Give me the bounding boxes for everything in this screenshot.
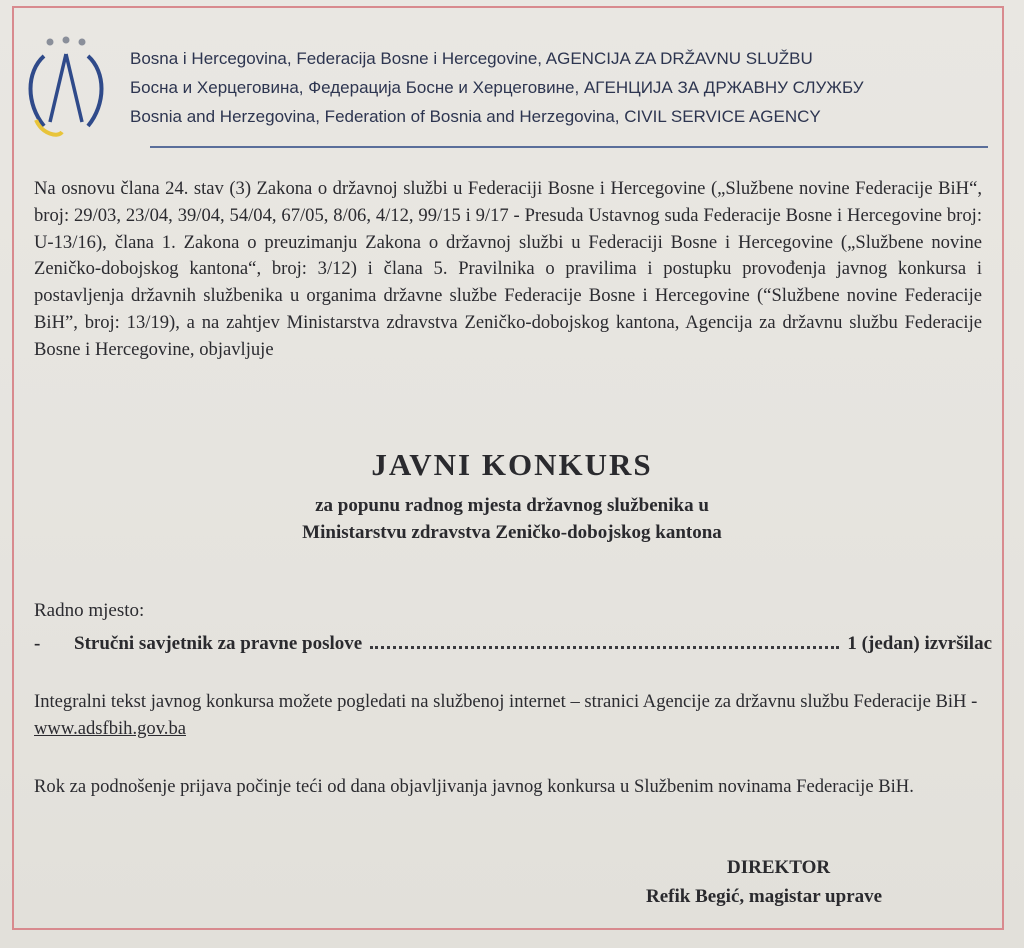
subtitle-line-2: Ministarstvu zdravstva Zeničko-dobojskog kantona xyxy=(302,522,722,543)
header-rule xyxy=(150,146,988,148)
intro-paragraph: Na osnovu člana 24. stav (3) Zakona o državnoj službi u Federaciji Bosne i Hercegovine („Službene novine Federacije BiH“, broj: 29/03, 23/04, 39/04, 54/04, 67/05, 8/06, 4/12, 99/15 i 9/17 - Presuda Ustavnog suda Federacije Bosne i Hercegovine broj: U-13/16), člana 1. Zakona o preuzimanju Zakona o državnoj službi u Federaciji Bosne i Hercegovine („Službene novine Zeničko-dobojskog kantona“, broj: 3/12) i člana 5. Pravilnika o pravilima i postupku provođenja javnog konkursa i postavljenja državnih službenika u organima državne službe Federacije Bosne i Hercegovine (“Službene novine Federacije BiH”, broj: 13/19), a na zahtjev Ministarstva zdravstva Zeničko-dobojskog kantona, Agencija za državnu službu Federacije Bosne i Hercegovine, objavljuje xyxy=(34,178,982,360)
position-label: Radno mjesto: xyxy=(34,600,145,621)
agency-line-english: Bosnia and Herzegovina, Federation of Bosnia and Herzegovina, CIVIL SERVICE AGENCY xyxy=(130,107,821,126)
position-name: Stručni savjetnik za pravne poslove xyxy=(74,633,363,654)
position-dash: - xyxy=(34,633,41,654)
position-count: 1 (jedan) izvršilac xyxy=(847,633,992,654)
agency-website-link[interactable]: www.adsfbih.gov.ba xyxy=(34,718,186,739)
deadline-paragraph: Rok za podnošenje prijava počinje teći od dana objavljivanja javnog konkursa u Službenim novinama Federacije BiH. xyxy=(34,776,914,797)
info-paragraph xyxy=(34,688,992,742)
agency-name-lines xyxy=(130,44,864,131)
agency-logo-icon xyxy=(22,34,112,146)
position-row xyxy=(34,630,992,658)
info-text: Integralni tekst javnog konkursa možete pogledati na službenoj internet – stranici Agencije za državnu službu Federacije BiH - xyxy=(34,691,978,712)
dot-leader xyxy=(370,630,839,649)
notice-subtitle xyxy=(0,492,1024,546)
signature-name: Refik Begić, magistar uprave xyxy=(646,886,883,907)
notice-title: JAVNI KONKURS xyxy=(371,447,653,482)
agency-line-cyrillic: Босна и Херцеговина, Федерација Босне и Херцеговине, АГЕНЦИЈА ЗА ДРЖАВНУ СЛУЖБУ xyxy=(130,78,864,97)
agency-line-latin: Bosna i Hercegovina, Federacija Bosne i Hercegovine, AGENCIJA ZA DRŽAVNU SLUŽBU xyxy=(130,49,813,68)
subtitle-line-1: za popunu radnog mjesta državnog službenika u xyxy=(315,495,709,516)
signature-title: DIREKTOR xyxy=(727,857,831,878)
agency-header xyxy=(20,34,990,154)
